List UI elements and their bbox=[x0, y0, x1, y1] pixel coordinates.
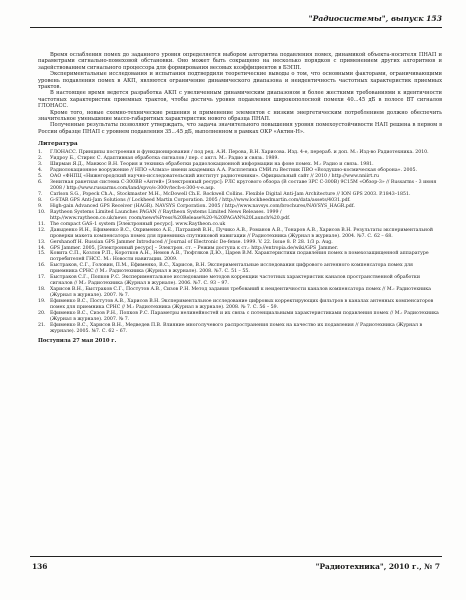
reference-item bbox=[38, 323, 442, 335]
body-paragraph: Кроме того, новые схемно-технические решения и применение элементов с низким энергетическим потреблением должно обеспечить значительное уменьшение массо-габаритных характеристик нового образца ПНАП. bbox=[38, 109, 442, 123]
running-title: "Радиосистемы", выпуск 153 bbox=[308, 14, 442, 23]
reference-text: GPS Jammer. 2005, [Электронный ресурс] – Электрон. ст. – Режим доступа к ст.: http://entropia.de/wiki/GPS_Jammer. bbox=[50, 245, 339, 251]
reference-number: 18. bbox=[38, 287, 46, 293]
references-list bbox=[38, 150, 442, 335]
reference-item bbox=[38, 180, 442, 192]
reference-item bbox=[38, 275, 442, 287]
reference-text: Давыденко И.Н., Ефименко В.С., Охрименко А.Е., Патрашей В.Н., Пучико А.В., Романов А.В., Тонаров А.В., Харисов В.Н. Результаты экспериментальной проверки макета компенсатора помех для приемника спутниковой навигации // Радиотехника (Журнал в журнале). 2004. №7. С. 62 – 68. bbox=[50, 227, 434, 239]
reference-item bbox=[38, 263, 442, 275]
reference-number: 16. bbox=[38, 263, 46, 269]
body-paragraph: В настоящее время ведется разработка АКП с увеличенным динамическим диапазоном и более жесткими требованиями к идентичности частотных характеристик приемных трактов, чтобы достичь уровня подавления широкополосной помехи 40...45 дБ в полосе ВТ сигналов ГЛОНАСС. bbox=[38, 90, 442, 110]
body-paragraph: Экспериментальные исследования и испытания подтвердили теоретические выводы о том, что основными факторами, ограничивающими уровень подавления помех в АКП, являются ограничение динамического диапазона и неидентичность частотных характеристик приемных трактов. bbox=[38, 71, 442, 91]
reference-number: 4. bbox=[38, 168, 43, 174]
reference-text: Ширман Я.Д., Манжос В.Н. Теория и техника обработки радиолокационной информации на фоне помех. М.: Радио и связь. 1981. bbox=[50, 162, 374, 168]
reference-item bbox=[38, 228, 442, 240]
reference-number: 8. bbox=[38, 197, 43, 203]
reference-number: 13. bbox=[38, 239, 46, 245]
paragraphs bbox=[38, 52, 442, 135]
reference-number: 21. bbox=[38, 322, 46, 328]
page-number: 136 bbox=[32, 562, 48, 571]
reference-text: ГЛОНАСС. Принципы построения и функционирования / под ред. А.И. Перова, В.Н. Харисова. Изд. 4-е, перераб. и доп. М.: Изд-во Радиотехника. 2010. bbox=[50, 150, 429, 156]
received-date: Поступила 27 мая 2010 г. bbox=[38, 337, 117, 344]
reference-text: Ефименко В.С., Сизов Р.Н., Попков Р.С. Параметры нелинейностей и их связь с потенциальными характеристиками подавления помех // М.: Радиотехника (Журнал в журнале). 2007. № 7. bbox=[50, 311, 439, 322]
reference-number: 1. bbox=[38, 150, 43, 156]
reference-item bbox=[38, 251, 442, 263]
reference-item bbox=[38, 311, 442, 323]
reference-number: 6. bbox=[38, 180, 43, 186]
footer-rule bbox=[30, 556, 442, 557]
reference-number: 14. bbox=[38, 245, 46, 251]
article-body bbox=[38, 52, 442, 344]
reference-text: Харисов В.Н., Быстраков С.Г., Постутов А.В., Сизов Р.Н. Метод задания требований к неидентичности каналов компенсатора помех // М.: Радиотехника (Журнал в журнале). 2007. № 7. bbox=[50, 287, 431, 299]
body-paragraph: Полученные результаты позволяют утверждать, что задача значительного повышения уровня помехоустойчивости НАП решена в первом в России образце ПНАП с уровнем подавления 35...45 дБ, выполненном в рамках ОКР «Актин-Н». bbox=[38, 122, 442, 135]
reference-text: Ефименко В.С., Харисов В.Н., Медведев П.В. Влияние многолучевого распространения помех на качество их подавления // Радиотехника (Журнал в журнале). 2005. №7. С. 62 – 67. bbox=[50, 322, 423, 334]
reference-text: Ковита С.П., Козлов Р.П., Коротков А.Н., Немов А.В., Тюфтяков Д.Ю., Царев В.М. Характеристики подавления помех в помехозащищенной аппаратуре потребителей ГНСС. М.: Новости навигации. 2009. bbox=[50, 251, 429, 263]
reference-number: 17. bbox=[38, 275, 46, 281]
reference-number: 12. bbox=[38, 227, 46, 233]
reference-text: Зенитная ракетная система С-300ВВ «Антей» [Электронный ресурс]: РЛС кругового обзора (В составе ЗРС С-300В) 9С15М «Обзор-3» // Russarms - 3 июня 2008 / http://www.russarms.com/land/spvo/s-300v/tech-s-300-v-e.asp. bbox=[50, 180, 437, 191]
reference-number: 11. bbox=[38, 221, 46, 227]
reference-number: 20. bbox=[38, 311, 46, 317]
header-rule bbox=[30, 27, 442, 28]
reference-text: High-gain Advanced GPS Receiver (HAGR). NAVSYS Corporation. 2005 / http://www.navsys.com/brochures/NAVSYS_HAGR.pdf. bbox=[50, 203, 355, 209]
reference-text: Уидроу Б., Стирнс С. Адаптивная обработка сигналов / пер. с англ. М.: Радио и связь. 1989. bbox=[50, 156, 279, 162]
reference-number: 2. bbox=[38, 156, 43, 162]
reference-text: ОАО «ФНПЦ «Нижегородский научно-исследовательский институт радиотехники». Официальный сайт // 2010 / http://www.nniirt.ru bbox=[50, 174, 380, 180]
reference-text: Быстраков С.Г., Попков Р.С. Экспериментальное исследование методов коррекции частотных характеристик каналов пространственной обработки сигналов // М.: Радиотехника (Журнал в журнале). 2006. №7. С. 93 – 97. bbox=[50, 275, 420, 287]
reference-text: The compact GAS-1 system [Электронный ресурс]. www.Raytheon.co.uk bbox=[50, 221, 226, 227]
references-heading: Литература bbox=[38, 141, 78, 148]
reference-number: 19. bbox=[38, 299, 46, 305]
reference-number: 5. bbox=[38, 174, 43, 180]
reference-text: Raytheon Systems Limited Launches PAGAN // Raytheon Systems Limited News Releases. 1999 / http://www.raytheon.co.uk/news_room/news%Press%20Release%20-%20PAGAN%20Launch%20.pdf. bbox=[50, 209, 291, 221]
reference-number: 10. bbox=[38, 209, 46, 215]
reference-number: 9. bbox=[38, 203, 43, 209]
reference-item bbox=[38, 299, 442, 311]
reference-text: Ефименко В.С., Постутов А.В., Харисов В.Н. Экспериментальное исследование цифровых корректирующих фильтров в каналах антенных компенсаторов помех для приемника СРНС // М.: Радиотехника (Журнал в журнале). 2008. № 7. С. 56 – 59. bbox=[50, 299, 434, 311]
reference-item bbox=[38, 287, 442, 299]
journal-name: "Радиотехника", 2010 г., № 7 bbox=[315, 562, 440, 571]
body-paragraph: Время ослабления помех до заданного уровня определяется выбором алгоритма подавления помех, динамикой объекта-носителя ПНАП и параметрами сигнально-помеховой обстановки. Оно может быть сокращено на несколько порядков с применением других алгоритмов и задействованием сигнального процессора для формирования весовых коэффициентов в БЭПП. bbox=[38, 52, 442, 71]
reference-text: Радиолокационное вооружение // НПО «Алмаз» имени академика А.А. Расплетина СМИ.ru Вестник ПВО «Воздушно-космическая оборона». 2005. bbox=[50, 168, 417, 174]
reference-number: 7. bbox=[38, 191, 43, 197]
reference-text: G-STAR GPS Anti-Jam Solutions // Lockheed Martin Corporation. 2005 / http://www.lockheedmartin.com/data/assets/4031.pdf. bbox=[50, 197, 351, 203]
page-header bbox=[30, 14, 442, 30]
reference-text: Carlson S.G., Popeck Ch.A., Stockmaster M.H., McDowell Ch.E. Rockwell Collins. Flexible Digital Anti-Jam Architecture // ION GPS 2003. P.1843–1851. bbox=[50, 191, 411, 197]
reference-number: 3. bbox=[38, 162, 43, 168]
reference-number: 15. bbox=[38, 251, 46, 257]
reference-text: Быстраков, С.Г., Головин, П.М., Ефименко, В.С., Харисов, В.Н. Экспериментальные исследования цифрового антенного компенсатора помех для приемника СРНС // М.: Радиотехника (Журнал в журнале). 2008. №7. С. 51 – 55. bbox=[50, 263, 414, 275]
reference-item bbox=[38, 210, 442, 222]
reference-text: Gershanoff H. Russian GPS Jammer Introduced // Journal of Electronic De-fense. 1999. V. 22. Issue 8. P. 28. 1/3 p. Aug. bbox=[50, 239, 333, 245]
